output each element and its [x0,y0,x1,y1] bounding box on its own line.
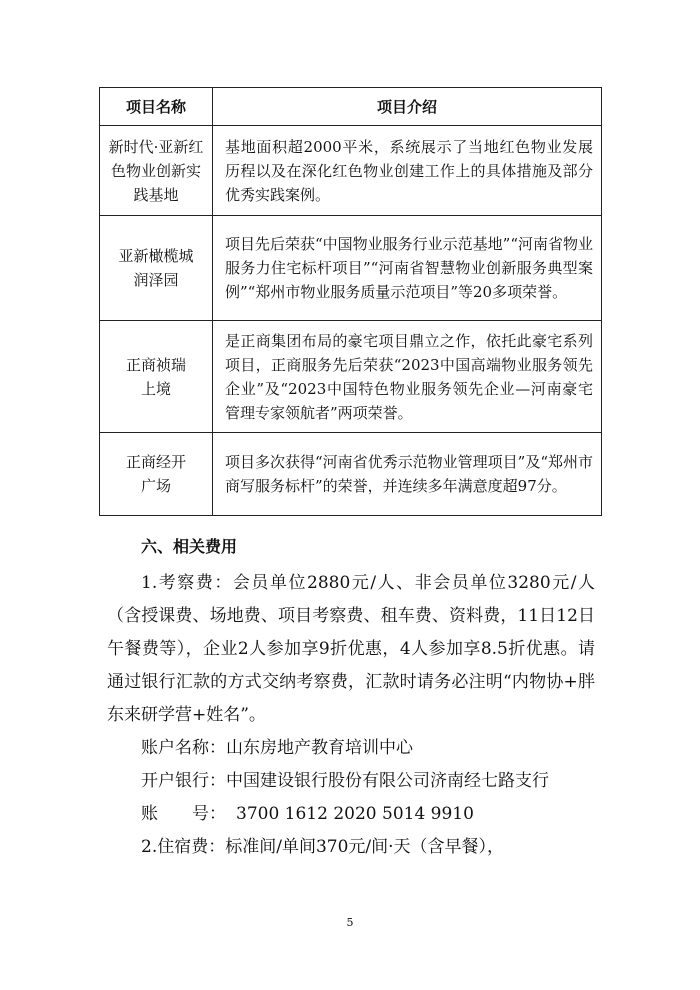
bank-line [107,765,595,798]
project-desc-cell: 是正商集团布局的豪宅项目鼎立之作，依托此豪宅系列项目，正商服务先后荣获“2023中国高端物业服务领先企业”及“2023中国特色物业服务领先企业—河南豪宅管理专家领航者”两项荣誉。 [213,321,602,433]
account-name-value: 山东房地产教育培训中心 [226,738,413,758]
fee-inspection-paragraph: 1.考察费：会员单位2880元/人、非会员单位3280元/人（含授课费、场地费、项目考察费、租车费、资料费，11日12日午餐费等），企业2人参加享9折优惠，4人参加享8.5折优惠。请通过银行汇款的方式交纳考察费，汇款时请务必注明“内物协+胖东来研学营+姓名”。 [107,573,595,725]
account-name-line [107,732,595,765]
header-project-intro: 项目介绍 [213,88,602,126]
project-desc-cell: 项目先后荣获“中国物业服务行业示范基地”“河南省物业服务力住宅标杆项目”“河南省智慧物业创新服务典型案例”“郑州市物业服务质量示范项目”等20多项荣誉。 [213,216,602,321]
fee-lodging-line: 2.住宿费：标准间/单间370元/间·天（含早餐）， [141,837,505,857]
project-name-cell: 正商经开广场 [100,433,213,516]
table-row [100,216,602,321]
project-desc-cell: 项目多次获得“河南省优秀示范物业管理项目”及“郑州市商写服务标杆”的荣誉，并连续多年满意度超97分。 [213,433,602,516]
table-row [100,321,602,433]
bank-value: 中国建设银行股份有限公司济南经七路支行 [226,771,549,791]
project-desc-cell: 基地面积超2000平米，系统展示了当地红色物业发展历程以及在深化红色物业创建工作上的具体措施及部分优秀实践案例。 [213,126,602,216]
page-number: 5 [346,916,354,929]
account-name-label: 账户名称： [141,738,226,758]
section-title: 六、相关费用 [141,537,238,556]
header-project-name: 项目名称 [100,88,213,126]
table-header-row [100,88,602,126]
account-number-line [107,798,595,831]
project-name-cell: 亚新橄榄城润泽园 [100,216,213,321]
table-row [100,433,602,516]
fees-section [107,527,595,864]
bank-label: 开户银行： [141,771,226,791]
project-name-cell: 新时代·亚新红色物业创新实践基地 [100,126,213,216]
account-number-label: 账 号： [141,804,226,824]
project-table [99,87,602,516]
project-name-cell: 正商祯瑞上境 [100,321,213,433]
account-number-value: 3700 1612 2020 5014 9910 [236,804,474,824]
table-row [100,126,602,216]
